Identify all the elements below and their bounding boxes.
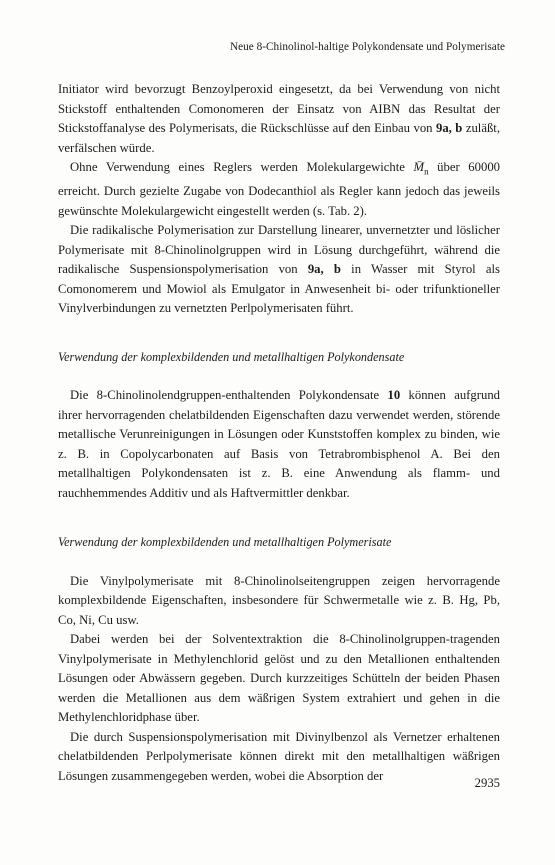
paragraph-3-text-b: in Wasser mit Styrol als Comonomerem und Mowiol als Emulgator in Anwesenheit bi- oder trifunktioneller Vinylverbindungen zu vernetzten Perlpolymerisaten führt. [58,262,500,316]
paragraph-2 [58,158,500,221]
spacer [58,319,500,348]
paragraph-3 [58,221,500,319]
paragraph-3-text-a: Die radikalische Polymerisation zur Darstellung linearer, unvernetzter und löslicher Polymerisate mit 8-Chinolinolgruppen wird in Lösung durchgeführt, während die radikalische Suspensionspolymerisation von [58,223,500,277]
compound-ref-9ab-2: 9a, b [307,262,341,277]
paragraph-1-text-a: Initiator wird bevorzugt Benzoylperoxid eingesetzt, da bei Verwendung von nicht Stickstoff enthaltenden Comonomeren der Einsatz von AIBN das Resultat der Stickstoffanalyse des Polymerisats, die Rückschlüsse auf den Einbau von [58,82,500,135]
spacer [58,367,500,386]
paragraph-2-text-a: Ohne Verwendung eines Reglers werden Molekulargewichte [70,160,414,174]
section-heading-polymerisate: Verwendung der komplexbildenden und metallhaltigen Polymerisate [58,535,392,550]
compound-ref-9ab: 9a, b [435,121,463,135]
paragraph-4 [58,386,500,503]
paragraph-2-text-b: über 60000 erreicht. Durch gezielte Zugabe von Dodecanthiol als Regler kann jedoch das jeweils gewünschte Molekulargewicht eingestellt werden (s. Tab. 2). [58,160,501,218]
paragraph-5: Die Vinylpolymerisate mit 8-Chinolinolseitengruppen zeigen hervorragende komplexbildende Eigenschaften, insbesondere für Schwermetalle wie z. B. Hg, Pb, Co, Ni, Cu usw. [58,573,500,627]
running-head: Neue 8-Chinolinol-haltige Polykondensate und Polymerisate [229,41,505,53]
paragraph-6: Dabei werden bei der Solventextraktion die 8-Chinolinolgruppen-tragenden Vinylpolymerisate in Methylenchlorid gelöst und zu den Metallionen enthaltenden Lösungen oder Abwässern gegeben. Durch kurzzeitiges Schütteln der beiden Phasen werden die Metallionen aus dem wäßrigen System extrahiert und gehen in die Methylenchloridphase über. [58,632,500,725]
paragraph-1 [58,80,500,158]
compound-ref-10: 10 [387,388,401,403]
spacer [58,503,500,533]
paragraph-1-text-b: zuläßt, verfälschen würde. [58,121,500,155]
paragraph-4-text-b: können aufgrund ihrer hervorragenden chelatbildenden Eigenschaften dazu verwendet werden, störende metallische Verunreinigungen in Lösungen oder Kunststoffen komplex zu binden, wie z. B. in Copolycarbonaten auf Basis von Tetrabrombisphenol A. Bei den metallhaltigen Polykondensaten ist z. B. eine Anwendung als flamm- und rauchhemmendes Additiv und als Haftvermittler denkbar. [58,388,501,500]
section-heading-polykondensate: Verwendung der komplexbildenden und metallhaltigen Polykondensate [58,349,405,364]
body-text [58,80,500,786]
spacer [58,553,500,572]
paragraph-7: Die durch Suspensionspolymerisation mit Divinylbenzol als Vernetzer erhaltenen chelatbildenden Perlpolymerisate können direkt mit den metallhaltigen wäßrigen Lösungen zusammengegeben werden, wobei die Absorption der [58,729,500,783]
mn-symbol: M̄ [413,160,425,174]
mn-subscript: n [424,166,429,177]
paragraph-4-text-a: Die 8-Chinolinolendgruppen-enthaltenden Polykondensate [70,388,388,403]
page-number: 2935 [474,776,500,790]
